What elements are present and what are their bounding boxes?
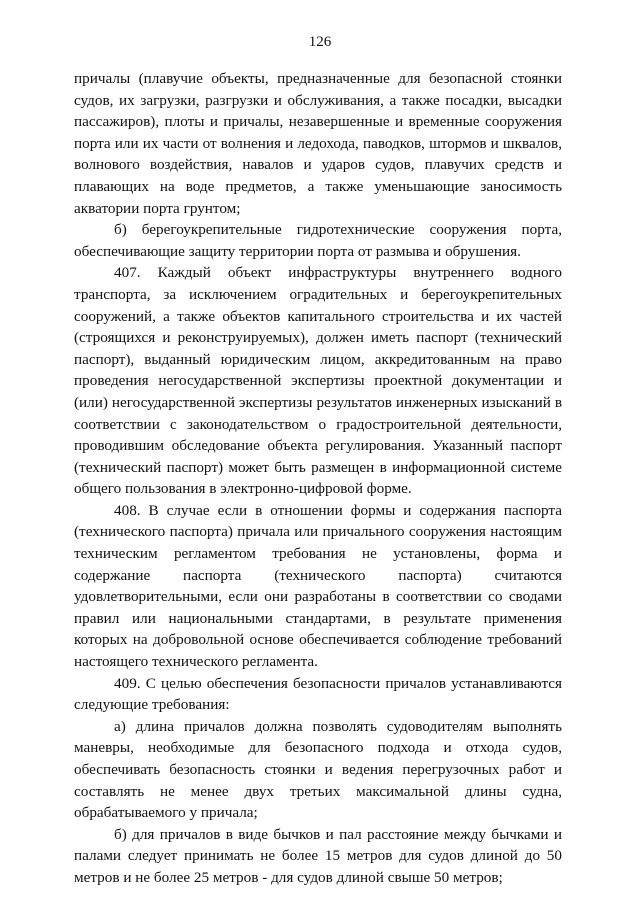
paragraph-409: 409. С целью обеспечения безопасности причалов устанавливаются следующие требования: bbox=[74, 674, 562, 714]
paragraph-407: 407. Каждый объект инфраструктуры внутреннего водного транспорта, за исключением оградительных и берегоукрепительных сооружений, а также объектов капитального строительства и их частей (строящихся и реконструируемых), должен иметь паспорт (технический паспорт), выданный юридическим лицом, аккредитованным на право проведения негосударственной экспертизы проектной документации и (или) негосударственной экспертизы результатов инженерных изысканий в соответствии с законодательством о градостроительной деятельности, проводившим обследование объекта регулирования. Указанный паспорт (технический паспорт) может быть размещен в информационной системе общего пользования в электронно-цифровой форме. bbox=[74, 264, 562, 498]
paragraph-409-b: б) для причалов в виде бычков и пал расстояние между бычками и палами следует принимать не более 15 метров для судов длиной до 50 метров и не более 25 метров - для судов длиной свыше 50 метров; bbox=[74, 825, 562, 886]
paragraph-408: 408. В случае если в отношении формы и содержания паспорта (технического паспорта) причала или причального сооружения настоящим техническим регламентом требования не установлены, форма и содержание паспорта (технического паспорта) считаются удовлетворительными, если они разработаны в соответствии со сводами правил или национальными стандартами, в результате применения которых на добровольной основе обеспечивается соблюдение требований настоящего технического регламента. bbox=[74, 501, 562, 671]
paragraph-item-b: б) берегоукрепительные гидротехнические сооружения порта, обеспечивающие защиту территории порта от размыва и обрушения. bbox=[74, 221, 562, 260]
page-number: 126 bbox=[308, 34, 332, 50]
body-text bbox=[74, 68, 562, 889]
paragraph-continuation: причалы (плавучие объекты, предназначенные для безопасной стоянки судов, их загрузки, разгрузки и обслуживания, а также посадки, высадки пассажиров), плоты и причалы, незавершенные и временные сооружения порта или их части от волнения и ледохода, паводков, штормов и шквалов, волнового воздействия, навалов и ударов судов, плавучих средств и плавающих на воде предметов, а также уменьшающие заносимость акватории порта грунтом; bbox=[74, 70, 562, 217]
paragraph-409-a: а) длина причалов должна позволять судоводителям выполнять маневры, необходимые для безопасного подхода и отхода судов, обеспечивать безопасность стоянки и ведения перегрузочных работ и составлять не менее двух третьих максимальной длины судна, обрабатываемого у причала; bbox=[74, 717, 562, 822]
